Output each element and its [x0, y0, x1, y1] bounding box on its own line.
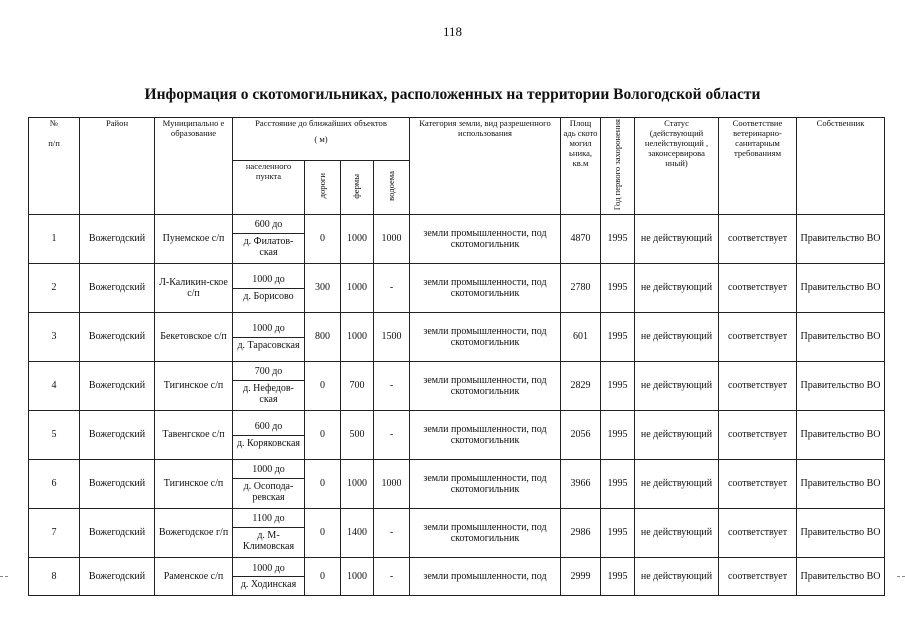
cell-land-category: земли промышленности, под скотомогильник: [410, 215, 561, 264]
page-number: 118: [442, 24, 463, 39]
cell-status: не действующий: [635, 362, 719, 411]
cell-municipality: Бекетовское с/п: [155, 313, 233, 362]
cell-first-burial-year: 1995: [601, 558, 635, 596]
dist-settlement-value: 700 до: [254, 366, 283, 378]
dist-settlement-name: д. М-Климовская: [242, 529, 295, 553]
cell-owner: Правительство ВО: [797, 558, 885, 596]
header-owner: Собственник: [797, 118, 885, 215]
cell-land-category: земли промышленности, под скотомогильник: [410, 460, 561, 509]
cell-municipality: Л-Каликин-ское с/п: [155, 264, 233, 313]
dist-settlement-name: д. Осопода-ревская: [243, 480, 294, 504]
cell-dist-water: -: [374, 509, 410, 558]
cell-dist-road: 300: [305, 264, 341, 313]
dist-settlement-value: 600 до: [254, 421, 283, 433]
cell-dist-road: 0: [305, 460, 341, 509]
cell-district: Вожегодский: [80, 509, 155, 558]
dist-settlement-value: 1000 до: [252, 274, 285, 286]
table-row: [29, 215, 885, 264]
cell-number: 7: [29, 509, 80, 558]
cell-land-category: земли промышленности, под скотомогильник: [410, 509, 561, 558]
cell-district: Вожегодский: [80, 362, 155, 411]
header-first-burial-year: Год первого захоронения: [601, 118, 635, 215]
cell-dist-water: 1000: [374, 460, 410, 509]
cell-divider: [233, 478, 304, 479]
dist-settlement-name: д. Ходинская: [240, 579, 297, 591]
cell-status: не действующий: [635, 264, 719, 313]
cell-first-burial-year: 1995: [601, 411, 635, 460]
cell-district: Вожегодский: [80, 264, 155, 313]
header-area: Площ адь ското могил ьника, кв.м: [561, 118, 601, 215]
cell-municipality: Пунемское с/п: [155, 215, 233, 264]
cell-municipality: Тигинское с/п: [155, 362, 233, 411]
cell-compliance: соответствует: [719, 313, 797, 362]
cell-divider: [233, 527, 304, 528]
cell-dist-farm: 1000: [341, 215, 374, 264]
table-row: [29, 411, 885, 460]
cell-dist-road: 0: [305, 509, 341, 558]
cell-dist-settlement: [233, 362, 305, 411]
cell-area: 601: [561, 313, 601, 362]
cell-owner: Правительство ВО: [797, 215, 885, 264]
cell-first-burial-year: 1995: [601, 509, 635, 558]
cell-first-burial-year: 1995: [601, 215, 635, 264]
cell-owner: Правительство ВО: [797, 509, 885, 558]
cell-owner: Правительство ВО: [797, 411, 885, 460]
cell-dist-road: 0: [305, 411, 341, 460]
cell-first-burial-year: 1995: [601, 313, 635, 362]
cell-divider: [233, 576, 304, 577]
cell-dist-farm: 1000: [341, 460, 374, 509]
dist-settlement-value: 1000 до: [252, 464, 285, 476]
dist-settlement-value: 1000 до: [252, 323, 285, 335]
dist-settlement-value: 1000 до: [252, 562, 285, 574]
cell-owner: Правительство ВО: [797, 313, 885, 362]
cell-dist-farm: 1000: [341, 264, 374, 313]
cell-number: 4: [29, 362, 80, 411]
cell-dist-farm: 700: [341, 362, 374, 411]
cell-area: 2056: [561, 411, 601, 460]
dist-settlement-name: д. Филатов-ская: [243, 235, 294, 259]
cell-status: не действующий: [635, 509, 719, 558]
cell-dist-water: 1500: [374, 313, 410, 362]
cell-dist-water: -: [374, 264, 410, 313]
table-row: [29, 362, 885, 411]
cell-area: 2829: [561, 362, 601, 411]
table-row: [29, 313, 885, 362]
cell-land-category: земли промышленности, под скотомогильник: [410, 313, 561, 362]
cell-dist-settlement: [233, 460, 305, 509]
cell-status: не действующий: [635, 313, 719, 362]
header-dist-water: водоема: [374, 160, 410, 214]
cell-district: Вожегодский: [80, 558, 155, 596]
cell-district: Вожегодский: [80, 215, 155, 264]
cell-first-burial-year: 1995: [601, 264, 635, 313]
cell-dist-water: -: [374, 362, 410, 411]
dist-settlement-name: д. Тарасовская: [237, 339, 300, 351]
header-number: № п/п: [29, 118, 80, 215]
cell-area: 3966: [561, 460, 601, 509]
cell-number: 6: [29, 460, 80, 509]
cell-dist-settlement: [233, 411, 305, 460]
header-district: Район: [80, 118, 155, 215]
table-row: [29, 264, 885, 313]
cell-area: 4870: [561, 215, 601, 264]
header-status: Статус (действующий нелействующий , законсервирова нный): [635, 118, 719, 215]
dist-settlement-value: 600 до: [254, 219, 283, 231]
cell-compliance: соответствует: [719, 460, 797, 509]
cell-district: Вожегодский: [80, 460, 155, 509]
cell-dist-settlement: [233, 558, 305, 596]
table-row: [29, 460, 885, 509]
cell-dist-farm: 500: [341, 411, 374, 460]
cell-land-category: земли промышленности, под скотомогильник: [410, 264, 561, 313]
cell-municipality: Вожегодское г/п: [155, 509, 233, 558]
cell-dist-farm: 1000: [341, 558, 374, 596]
cell-divider: [233, 288, 304, 289]
cell-dist-settlement: [233, 313, 305, 362]
cell-owner: Правительство ВО: [797, 460, 885, 509]
cattle-burial-sites-table: [28, 117, 885, 596]
document-title: Информация о скотомогильниках, расположенных на территории Вологодской области: [144, 86, 761, 103]
dist-settlement-value: 1100 до: [252, 513, 285, 525]
cell-land-category: земли промышленности, под скотомогильник: [410, 362, 561, 411]
cell-divider: [233, 337, 304, 338]
cell-status: не действующий: [635, 411, 719, 460]
cell-number: 5: [29, 411, 80, 460]
cell-compliance: соответствует: [719, 362, 797, 411]
cell-compliance: соответствует: [719, 411, 797, 460]
dist-settlement-name: д. Нефедов-ская: [243, 382, 294, 406]
cell-status: не действующий: [635, 215, 719, 264]
header-municipality: Муниципально е образование: [155, 118, 233, 215]
cell-district: Вожегодский: [80, 411, 155, 460]
cell-number: 2: [29, 264, 80, 313]
cell-compliance: соответствует: [719, 558, 797, 596]
cell-dist-settlement: [233, 215, 305, 264]
cell-divider: [233, 380, 304, 381]
header-land-category: Категория земли, вид разрешенного использования: [410, 118, 561, 215]
cell-compliance: соответствует: [719, 264, 797, 313]
cell-number: 1: [29, 215, 80, 264]
header-dist-road: дороги: [305, 160, 341, 214]
cell-owner: Правительство ВО: [797, 264, 885, 313]
cell-first-burial-year: 1995: [601, 460, 635, 509]
margin-cut-mark-left: [0, 576, 8, 577]
cell-compliance: соответствует: [719, 509, 797, 558]
cell-dist-settlement: [233, 509, 305, 558]
cell-status: не действующий: [635, 460, 719, 509]
cell-district: Вожегодский: [80, 313, 155, 362]
cell-number: 3: [29, 313, 80, 362]
cell-status: не действующий: [635, 558, 719, 596]
cell-area: 2986: [561, 509, 601, 558]
cell-dist-road: 0: [305, 362, 341, 411]
header-compliance: Соответствие ветеринарно-санитарным требованиям: [719, 118, 797, 215]
cell-land-category: земли промышленности, под скотомогильник: [410, 411, 561, 460]
cell-dist-water: -: [374, 411, 410, 460]
cell-dist-road: 800: [305, 313, 341, 362]
cell-area: 2780: [561, 264, 601, 313]
cell-area: 2999: [561, 558, 601, 596]
margin-cut-mark-right: [897, 576, 905, 577]
dist-settlement-name: д. Коряковская: [236, 437, 301, 449]
cell-dist-farm: 1000: [341, 313, 374, 362]
header-dist-farm: фермы: [341, 160, 374, 214]
table-row: [29, 558, 885, 596]
cell-land-category: земли промышленности, под: [410, 558, 561, 596]
table-row: [29, 509, 885, 558]
header-distance-group: Расстояние до ближайших объектов ( м): [233, 118, 410, 161]
cell-number: 8: [29, 558, 80, 596]
cell-dist-settlement: [233, 264, 305, 313]
cell-dist-water: -: [374, 558, 410, 596]
cell-dist-farm: 1400: [341, 509, 374, 558]
dist-settlement-name: д. Борисово: [243, 290, 294, 302]
cell-divider: [233, 435, 304, 436]
cell-first-burial-year: 1995: [601, 362, 635, 411]
cell-dist-road: 0: [305, 558, 341, 596]
header-dist-settlement: населенного пункта: [233, 160, 305, 214]
cell-divider: [233, 233, 304, 234]
cell-municipality: Тавенгское с/п: [155, 411, 233, 460]
cell-compliance: соответствует: [719, 215, 797, 264]
cell-municipality: Раменское с/п: [155, 558, 233, 596]
cell-owner: Правительство ВО: [797, 362, 885, 411]
cell-dist-road: 0: [305, 215, 341, 264]
cell-municipality: Тигинское с/п: [155, 460, 233, 509]
cell-dist-water: 1000: [374, 215, 410, 264]
